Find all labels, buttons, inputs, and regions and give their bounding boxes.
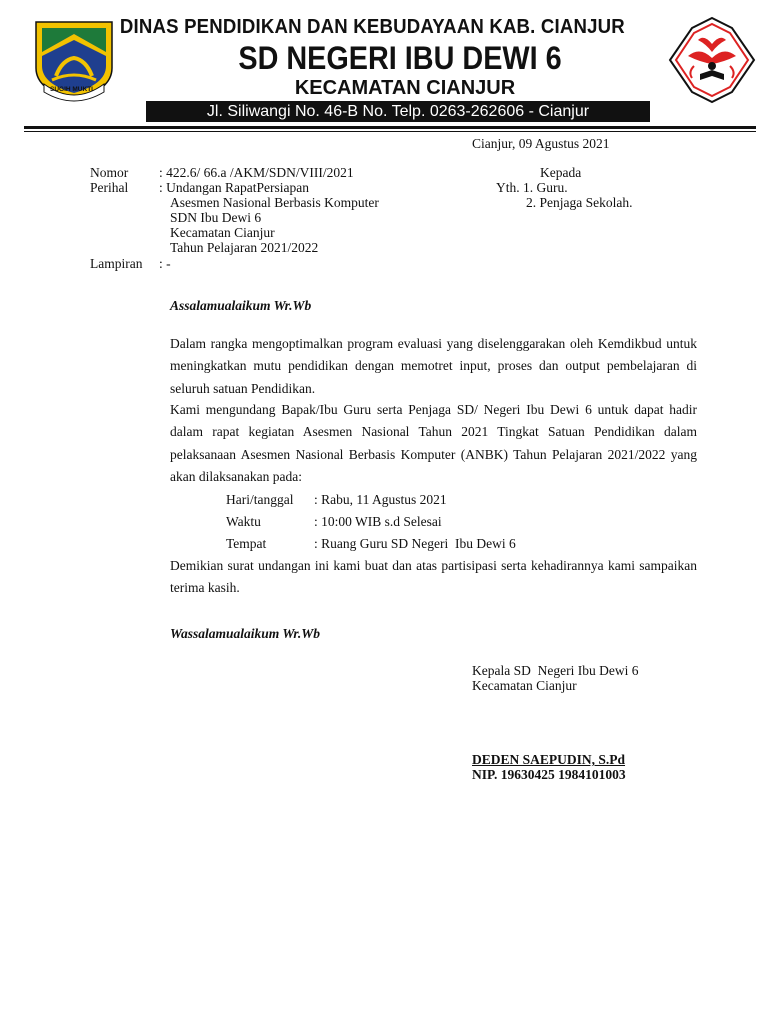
school-name: SD NEGERI IBU DEWI 6 bbox=[238, 40, 562, 76]
recipient-kepada: Kepada bbox=[540, 165, 582, 180]
schedule-label: Waktu bbox=[226, 514, 261, 529]
signatory-name: DEDEN SAEPUDIN, S.Pd bbox=[472, 752, 626, 767]
agency-name: DINAS PENDIDIKAN DAN KEBUDAYAAN KAB. CIANJUR bbox=[119, 16, 625, 38]
recipient-line-2: 2. Penjaga Sekolah. bbox=[526, 195, 633, 210]
signatory-title: Kepala SD Negeri Ibu Dewi 6 bbox=[472, 663, 639, 678]
header-rule-thick bbox=[24, 126, 756, 129]
schedule-value: : Rabu, 11 Agustus 2021 bbox=[314, 492, 447, 507]
header-rule-thin bbox=[24, 131, 756, 132]
body-paragraph: Dalam rangka mengoptimalkan program evaluasi yang diselenggarakan oleh Kemdikbud untuk meningkatkan mutu pendidikan dengan memotret input, proses dan output pembelajaran di seluruh satuan Pendidikan. bbox=[170, 336, 697, 396]
lampiran-label: Lampiran bbox=[90, 256, 143, 271]
nomor-label: Nomor bbox=[90, 165, 129, 180]
perihal-line: SDN Ibu Dewi 6 bbox=[170, 210, 262, 225]
perihal-line: Kecamatan Cianjur bbox=[170, 225, 275, 240]
letter-date: Cianjur, 09 Agustus 2021 bbox=[472, 136, 610, 151]
perihal-line: Tahun Pelajaran 2021/2022 bbox=[170, 240, 319, 255]
left-logo bbox=[32, 18, 116, 102]
left-logo-motto: SUGIH MUKTI bbox=[50, 86, 93, 93]
perihal-label: Perihal bbox=[90, 180, 129, 195]
body-paragraph: Kami mengundang Bapak/Ibu Guru serta Penjaga SD/ Negeri Ibu Dewi 6 untuk dapat hadir dalam rapat kegiatan Asesmen Nasional Tahun 2021 Tingkat Satuan Pendidikan dalam pelaksanaan Asesmen Nasional Berbasis Komputer (ANBK) Tahun Pelajaran 2021/2022 yang akan dilaksanakan pada: bbox=[170, 402, 697, 484]
schedule-value: : Ruang Guru SD Negeri Ibu Dewi 6 bbox=[314, 536, 516, 551]
address-bar: Jl. Siliwangi No. 46-B No. Telp. 0263-262606 - Cianjur bbox=[146, 101, 650, 122]
signatory-title: Kecamatan Cianjur bbox=[472, 678, 577, 693]
recipient-line-1: Yth. 1. Guru. bbox=[496, 180, 568, 195]
right-logo bbox=[668, 16, 756, 104]
greeting: Assalamualaikum Wr.Wb bbox=[170, 298, 312, 313]
schedule-label: Hari/tanggal bbox=[226, 492, 294, 507]
perihal-line: : Undangan RapatPersiapan bbox=[159, 180, 309, 195]
perihal-line: Asesmen Nasional Berbasis Komputer bbox=[170, 195, 379, 210]
schedule-value: : 10:00 WIB s.d Selesai bbox=[314, 514, 442, 529]
farewell: Wassalamualaikum Wr.Wb bbox=[170, 626, 321, 641]
nomor-value: : 422.6/ 66.a /AKM/SDN/VIII/2021 bbox=[159, 165, 354, 180]
tut-wuri-handayani-emblem-icon bbox=[668, 16, 756, 104]
district-name: KECAMATAN CIANJUR bbox=[294, 77, 516, 99]
closing-paragraph: Demikian surat undangan ini kami buat dan atas partisipasi serta kehadirannya kami sampaikan terima kasih. bbox=[170, 558, 697, 596]
schedule-label: Tempat bbox=[226, 536, 267, 551]
signatory-nip: NIP. 19630425 1984101003 bbox=[472, 767, 626, 782]
lampiran-value: : - bbox=[159, 256, 171, 271]
